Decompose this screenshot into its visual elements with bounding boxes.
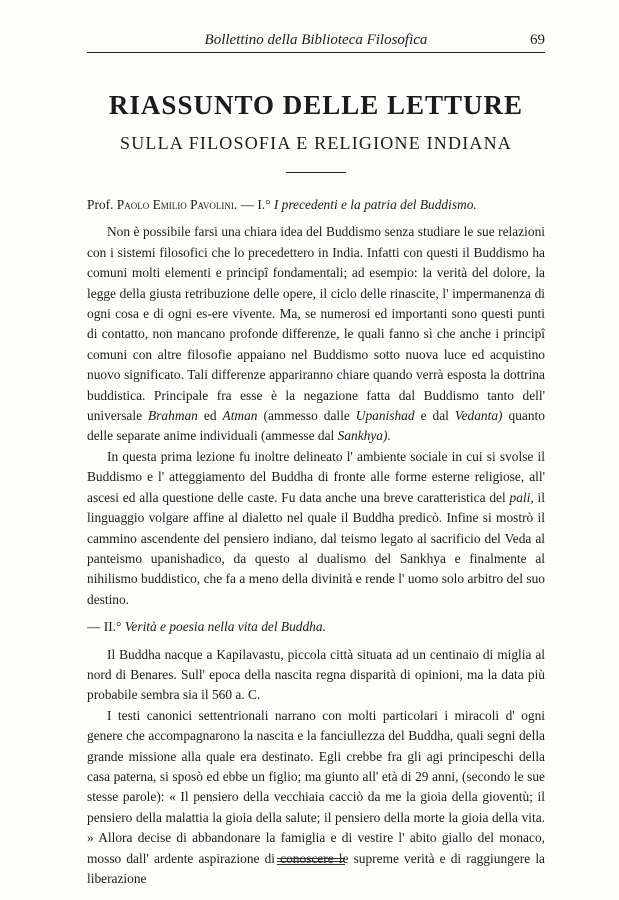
paragraph-2: In questa prima lezione fu inoltre delineato l' ambiente sociale in cui si svolse il Buddismo e l' atteggiamento del Buddha di fronte alle forme esterne religiose, all' ascesi ed alla questione delle caste. Fu data anche una breve caratteristica del pali, il linguaggio volgare affine al dialetto nel quale il Buddha predicò. Infine si mostrò il cammino ascendente del pensiero indiano, dal teismo legato al sacrificio del Veda al panteismo upanishadico, da questo al dualismo del Sankhya e finalmente al nihilismo buddistico, che fa a meno della divinità e rende l' uomo solo arbitro del suo destino. bbox=[87, 448, 545, 607]
journal-title: Bollettino della Biblioteca Filosofica bbox=[204, 32, 428, 48]
lecture-1-title: I precedenti e la patria del Buddismo. bbox=[273, 197, 477, 212]
author-name: Paolo Emilio Pavolini. bbox=[116, 197, 238, 212]
title-divider bbox=[286, 172, 346, 173]
lecture-2-title: Verità e poesia nella vita del Buddha. bbox=[124, 619, 326, 635]
lecture-2-heading: — II.° Verità e poesia nella vita del Buddha. bbox=[87, 619, 326, 635]
article-subtitle: SULLA FILOSOFIA E RELIGIONE INDIANA bbox=[120, 133, 512, 153]
author-line: Prof. Paolo Emilio Pavolini. — I.° I precedenti e la patria del Buddismo. bbox=[87, 197, 477, 212]
article-body bbox=[87, 195, 545, 889]
article-title: RIASSUNTO DELLE LETTURE bbox=[108, 90, 524, 120]
end-rule bbox=[277, 858, 345, 867]
paragraph-4: I testi canonici settentrionali narrano con molti particolari i miracoli d' ogni genere che accompagnarono la nascita e la fanciullezza del Buddha, quali segni della grande missione alla quale era destinato. Egli crebbe fra gli agi principeschi della casa paterna, si sposò ed ebbe un figlio; ma giunto all' età di 29 anni, (secondo le sue stesse parole): « Il pensiero della vecchiaia cacciò da me la gioia della gioventù; il pensiero della malattia la gioia della salute; il pensiero della morte la gioia della vita. » Allora decise di abbandonare la famiglia e di vestire l' abito giallo del monaco, mosso dall' ardente aspirazione di conoscere le supreme verità e di raggiungere la liberazione bbox=[87, 707, 545, 886]
running-head bbox=[87, 30, 545, 53]
page-number: 69 bbox=[530, 32, 545, 48]
paragraph-3: Il Buddha nacque a Kapilavastu, piccola città situata ad un centinaio di miglia al nord di Benares. Sull' epoca della nascita regna disparità di opinioni, ma la data più probabile sembra sia il 560 a. C. bbox=[87, 646, 545, 703]
paragraph-1: Non è possibile farsi una chiara idea del Buddismo senza studiare le sue relazioni con i sistemi filosofici che lo precedettero in India. Infatti con questi il Buddismo ha comuni molti elementi e principî fondamentali; ad esempio: la verità del dolore, la legge della giusta retribuzione delle opere, il ciclo delle rinascite, l' impermanenza di ogni cosa e di ogni es-ere vivente. Ma, se numerosi ed importanti sono questi punti di contatto, non mancano profonde differenze, le quali fanno sì che anche i principî comuni con altre filosofie appaiano nel Buddismo sotto nuova luce ed acquistino nuovo significato. Tali differenze appariranno chiare quando verrà esposta la dottrina buddistica. Principale fra esse è la negazione fatta dal Buddismo tanto dell' universale Brahman ed Atman (ammesso dalle Upanishad e dal Vedanta) quanto delle separate anime individuali (ammesse dal Sankhya). bbox=[87, 224, 545, 444]
